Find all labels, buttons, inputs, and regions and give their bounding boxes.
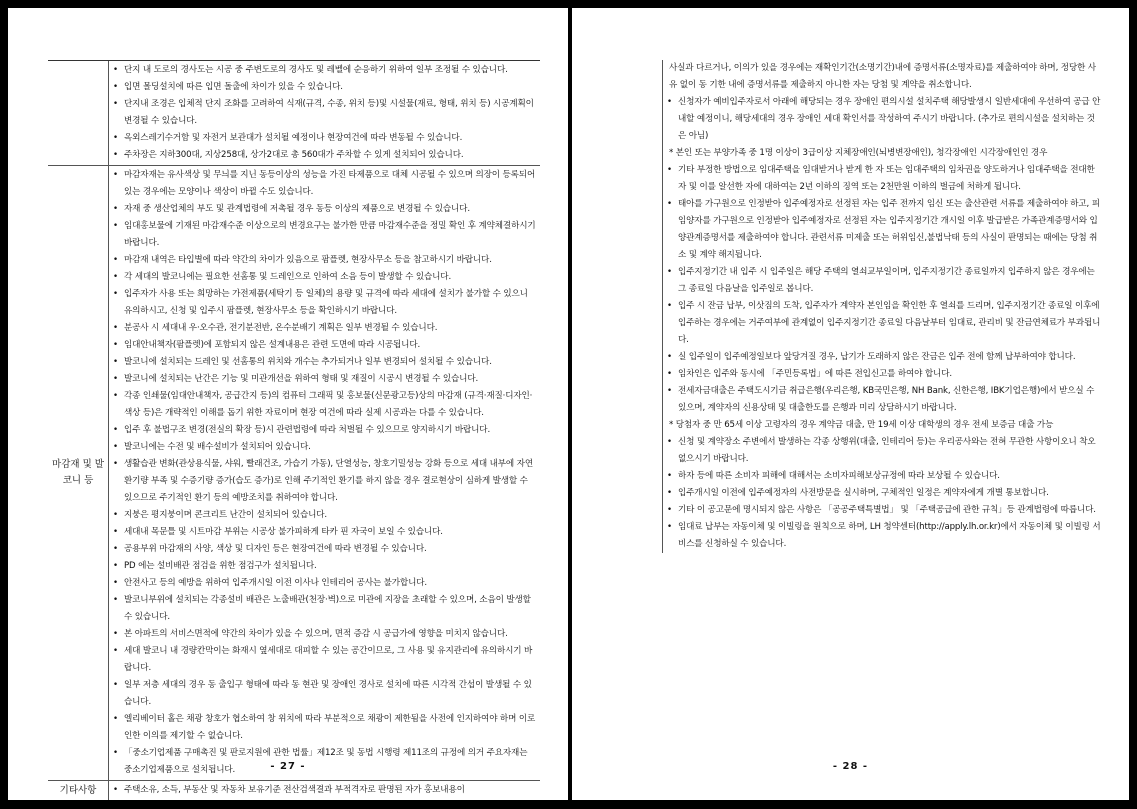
bullet-dot-icon: • <box>113 99 118 109</box>
bullet-dot-icon: • <box>667 522 672 532</box>
list-item: • 입주자가 사용 또는 희망하는 가전제품(세탁기 등 일체)의 용량 및 규격에 따라 세대에 설치가 불가할 수 있으니 유의하시고, 신청 및 입주시 팜플렛, 현장사무소 등을 확인하시기 바랍니다. <box>113 286 536 320</box>
list-item: • 임대홍보물에 기재된 마감재수준 이상으로의 변경요구는 불가한 만큼 마감재수준을 정밀 확인 후 계약체결하시기 바랍니다. <box>113 218 536 252</box>
list-item: • 주차장은 지하300대, 지상258대, 상가2대로 총 560대가 주차할 수 있게 설치되어 있습니다. <box>113 147 536 164</box>
list-item: • 공용부위 마감재의 사양, 색상 및 디자인 등은 현장여건에 따라 변경될 수 있습니다. <box>113 541 536 558</box>
bullet-dot-icon: • <box>113 425 118 435</box>
list-item: • 임차인은 입주와 동시에 「주민등록법」에 따른 전입신고를 하여야 합니다. <box>667 366 1101 383</box>
list-item: • 입주 시 잔금 납부, 이삿짐의 도착, 입주자가 계약자 본인임을 확인한 후 열쇠를 드리며, 입주지정기간 종료일 이후에 입주하는 경우에는 거주여부에 관계없이 입주지정기간 종료일 다음날부터 임대료, 관리비 및 잔금연체료가 부과됩니다. <box>667 298 1101 349</box>
table-row <box>48 61 540 166</box>
footnote: * 당첨자 중 만 65세 이상 고령자의 경우 계약금 대출, 만 19세 이상 대학생의 경우 전세 보증금 대출 가능 <box>669 420 1054 430</box>
page-number: - 27 - <box>270 761 306 772</box>
bullet-dot-icon: • <box>667 352 672 362</box>
bullet-dot-icon: • <box>113 221 118 231</box>
bullet-dot-icon: • <box>667 386 672 396</box>
bullet-dot-icon: • <box>113 133 118 143</box>
bullet-dot-icon: • <box>113 544 118 554</box>
list-item: • 기타 이 공고문에 명시되지 않은 사항은 「공공주택특별법」 및 「주택공급에 관한 규칙」등 관계법령에 따릅니다. <box>667 502 1101 519</box>
list-item: • 발코니부위에 설치되는 각종설비 배관은 노출배관(천장·벽)으로 미관에 지장을 초래할 수 있으며, 소음이 발생할 수 있습니다. <box>113 592 536 626</box>
list-item: • 태아를 가구원으로 인정받아 입주예정자로 선정된 자는 입주 전까지 임신 또는 출산관련 서류를 제출하여야 하고, 피임양자를 가구원으로 인정받아 입주예정자로 선정된 자는 입주지정기간 개시일 이후 발급받은 가족관계증명서와 입양관계증명서를 제출하여야 합니다. 관련서류 미제출 또는 허위임신,불법낙태 등의 사실이 판명되는 때에는 당첨 취소 및 계약 해지됩니다. <box>667 196 1101 264</box>
list-item: • 일부 저층 세대의 경우 동 출입구 형태에 따라 동 현관 및 장애인 경사로 설치에 따른 시각적 간섭이 발생될 수 있습니다. <box>113 677 536 711</box>
bullet-dot-icon: • <box>667 471 672 481</box>
list-item: • 하자 등에 따른 소비자 피해에 대해서는 소비자피해보상규정에 따라 보상될 수 있습니다. <box>667 468 1101 485</box>
right-page <box>572 8 1129 800</box>
bullet-dot-icon: • <box>113 204 118 214</box>
category-cell <box>48 61 109 165</box>
bullet-dot-icon: • <box>113 289 118 299</box>
bullet-dot-icon: • <box>113 150 118 160</box>
bullet-dot-icon: • <box>667 267 672 277</box>
list-item: • 분공사 시 세대내 우·오수관, 전기분전반, 온수분배기 계획은 일부 변경될 수 있습니다. <box>113 320 536 337</box>
bullet-dot-icon: • <box>113 340 118 350</box>
continued-text: 사실과 다르거나, 이의가 있을 경우에는 재확인기간(소명기간)내에 증명서류(소명자료)를 제출하여야 하며, 정당한 사유 없이 동 기한 내에 증명서류를 제출하지 아니한 자는 당첨 및 계약을 취소합니다. <box>669 63 1096 90</box>
bullet-dot-icon: • <box>113 595 118 605</box>
list-item: • 전세자금대출은 주택도시기금 취급은행(우리은행, KB국민은행, NH Bank, 신한은행, IBK기업은행)에서 받으실 수 있으며, 계약자의 신용상태 및 대출한도를 은행과 미리 상담하시기 바랍니다. <box>667 383 1101 417</box>
bullet-dot-icon: • <box>113 170 118 180</box>
list-item: • 발코니에 설치되는 드레인 및 선홈통의 위치와 개수는 추가되거나 일부 변경되어 설치될 수 있습니다. <box>113 354 536 371</box>
bullet-dot-icon: • <box>113 255 118 265</box>
list-item: • 자재 중 생산업체의 부도 및 관계법령에 저촉될 경우 동등 이상의 제품으로 변경될 수 있습니다. <box>113 201 536 218</box>
bullet-dot-icon: • <box>113 561 118 571</box>
left-page <box>8 8 568 800</box>
bullet-dot-icon: • <box>667 301 672 311</box>
page-number: - 28 - <box>832 761 869 772</box>
bullet-dot-icon: • <box>113 442 118 452</box>
notice-table <box>48 60 540 800</box>
list-item: • 임대료 납부는 자동이체 및 이빌링을 원칙으로 하며, LH 청약센터(http://apply.lh.or.kr)에서 자동이체 및 이빌링 서비스를 신청하실 수 있습니다. <box>667 519 1101 553</box>
bullet-dot-icon: • <box>113 646 118 656</box>
bullet-dot-icon: • <box>113 65 118 75</box>
bullet-dot-icon: • <box>113 714 118 724</box>
list-item: • 입면 몰딩설치에 따른 입면 돌출에 차이가 있을 수 있습니다. <box>113 79 536 96</box>
bullet-dot-icon: • <box>113 374 118 384</box>
items-cell <box>109 61 540 165</box>
bullet-dot-icon: • <box>667 505 672 515</box>
list-item: • 지붕은 평지붕이며 콘크리트 난간이 설치되어 있습니다. <box>113 507 536 524</box>
list-item: • 임대안내책자(팜플렛)에 포함되지 않은 설계내용은 관련 도면에 따라 시공됩니다. <box>113 337 536 354</box>
items-cell <box>109 166 540 780</box>
list-item: • 각종 인쇄물(임대안내책자, 공급간지 등)의 컴퓨터 그래픽 및 홍보물(신문광고등)상의 마감재 (규격·재질·디자인·색상 등)은 개략적인 이해를 돕기 위한 자료이며 현장 여건에 따라 실제 시공과는 다를 수 있습니다. <box>113 388 536 422</box>
bullet-dot-icon: • <box>113 510 118 520</box>
list-item: • 신청 및 계약장소 주변에서 발생하는 각종 상행위(대출, 인테리어 등)는 우리공사와는 전혀 무관한 사항이오니 착오 없으시기 바랍니다. <box>667 434 1101 468</box>
list-item: • 입주 후 불법구조 변경(전실의 확장 등)시 관련법령에 따라 처벌될 수 있으므로 양지하시기 바랍니다. <box>113 422 536 439</box>
list-item: • 각 세대의 발코니에는 필요한 선홈통 및 드레인으로 인하여 소음 등이 발생할 수 있습니다. <box>113 269 536 286</box>
bullet-dot-icon: • <box>113 391 118 401</box>
bullet-dot-icon: • <box>113 459 118 469</box>
list-item: • 세대 발코니 내 경량칸막이는 화재시 옆세대로 대피할 수 있는 공간이므로, 그 사용 및 유지관리에 유의하시기 바랍니다. <box>113 643 536 677</box>
table-row <box>48 166 540 781</box>
footnote: * 본인 또는 부양가족 중 1명 이상이 3급이상 지체장애인(뇌병변장애인), 청각장애인 시각장애인인 경우 <box>669 148 1048 158</box>
bullet-dot-icon: • <box>667 97 672 107</box>
bullet-dot-icon: • <box>113 785 118 795</box>
category-cell: 기타사항 <box>48 781 109 800</box>
bullet-dot-icon: • <box>667 199 672 209</box>
list-item: • 입주개시일 이전에 입주예정자의 사전방문을 실시하며, 구체적인 일정은 계약자에게 개별 통보합니다. <box>667 485 1101 502</box>
list-item: • 본 아파트의 서비스면적에 약간의 차이가 있을 수 있으며, 면적 증감 시 공급가에 영향을 미치지 않습니다. <box>113 626 536 643</box>
bullet-dot-icon: • <box>113 82 118 92</box>
list-item: • PD 에는 설비배관 점검을 위한 점검구가 설치됩니다. <box>113 558 536 575</box>
bullet-dot-icon: • <box>667 369 672 379</box>
bullet-dot-icon: • <box>113 527 118 537</box>
list-item: • 단지내 조경은 입체적 단지 조화를 고려하여 식재(규격, 수종, 위치 등)및 시설물(재료, 형태, 위치 등) 시공계획이 변경될 수 있습니다. <box>113 96 536 130</box>
list-item: • 마감자재는 유사색상 및 무늬를 지닌 동등이상의 성능을 가진 타제품으로 대체 시공될 수 있으며 의장이 등록되어 있는 경우에는 모양이나 색상이 바뀔 수도 있습니다. <box>113 167 536 201</box>
list-item: • 신청자가 예비입주자로서 아래에 해당되는 경우 장애인 편의시설 설치주택 해당발생시 일반세대에 우선하여 공급 안내할 예정이니, 해당세대의 경우 장애인 세대 확인서를 작성하여 주시기 바랍니다. (추가로 편의시설을 설치하는 것은 아님) <box>667 94 1101 145</box>
bullet-dot-icon: • <box>667 165 672 175</box>
list-item: • 엘리베이터 홀은 채광 창호가 협소하여 창 위치에 따라 부분적으로 채광이 제한됨을 사전에 인지하여야 하며 이로 인한 이의를 제기할 수 없습니다. <box>113 711 536 745</box>
list-item: • 옥외스레기수거함 및 자전거 보관대가 설치될 예정이나 현장여건에 따라 변동될 수 있습니다. <box>113 130 536 147</box>
notice-continuation <box>662 60 1101 553</box>
table-row <box>48 781 540 800</box>
list-item: • 주택소유, 소득, 부동산 및 자동차 보유기준 전산검색결과 부적격자로 판명된 자가 홍보내용이 <box>113 782 536 799</box>
list-item: • 단지 내 도로의 경사도는 시공 중 주변도로의 경사도 및 레벨에 순응하기 위하여 일부 조정될 수 있습니다. <box>113 62 536 79</box>
bullet-dot-icon: • <box>667 437 672 447</box>
bullet-dot-icon: • <box>113 323 118 333</box>
list-item: • 입주지정기간 내 입주 시 입주일은 해당 주택의 열쇠교부일이며, 입주지정기간 종료일까지 입주하지 않은 경우에는 그 종료일 다음날을 입주일로 봅니다. <box>667 264 1101 298</box>
list-item: • 안전사고 등의 예방을 위하여 입주개시일 이전 이사나 인테리어 공사는 불가합니다. <box>113 575 536 592</box>
list-item: • 기타 부정한 방법으로 임대주택을 임대받거나 받게 한 자 또는 임대주택의 임차권을 양도하거나 임대주택을 전대한 자 및 이를 알선한 자에 대하여는 2년 이하의 징역 또는 2천만원 이하의 벌금에 처하게 됩니다. <box>667 162 1101 196</box>
list-item: • 「중소기업제품 구매촉진 및 판로지원에 관한 법률」제12조 및 동법 시행령 제11조의 규정에 의거 주요자재는 중소기업제품으로 설치됩니다. <box>113 745 536 779</box>
bullet-dot-icon: • <box>667 488 672 498</box>
list-item: • 마감재 내역은 타입별에 따라 약간의 차이가 있음으로 팜플렛, 현장사무소 등을 참고하시기 바랍니다. <box>113 252 536 269</box>
bullet-dot-icon: • <box>113 357 118 367</box>
list-item: • 발코니에 설치되는 난간은 기능 및 미관개선을 위하여 형태 및 재질이 시공시 변경될 수 있습니다. <box>113 371 536 388</box>
list-item: • 세대내 목문틀 및 시트마감 부위는 시공상 불가피하게 타카 핀 자국이 보일 수 있습니다. <box>113 524 536 541</box>
items-cell <box>109 781 540 800</box>
bullet-dot-icon: • <box>113 629 118 639</box>
category-cell: 마감재 및 발코니 등 <box>48 166 109 780</box>
list-item: • 실 입주일이 입주예정일보다 앞당겨질 경우, 납기가 도래하지 않은 잔금은 입주 전에 함께 납부하여야 합니다. <box>667 349 1101 366</box>
list-item: • 발코니에는 수전 및 배수설비가 설치되어 있습니다. <box>113 439 536 456</box>
bullet-dot-icon: • <box>113 272 118 282</box>
bullet-dot-icon: • <box>113 680 118 690</box>
bullet-dot-icon: • <box>113 578 118 588</box>
bullet-dot-icon: • <box>113 748 118 758</box>
list-item: • 생활습관 변화(관상용식물, 샤워, 빨래건조, 가습기 가동), 단열성능, 창호기밀성능 강화 등으로 세대 내부에 자연환기량 부족 및 수증기량 증가(습도 증가)로 인해 주기적인 환기를 하지 않을 경우 결로현상이 심하게 발생할 수 있으므로 주기적인 환기 등의 예방조치를 취하여야 합니다. <box>113 456 536 507</box>
